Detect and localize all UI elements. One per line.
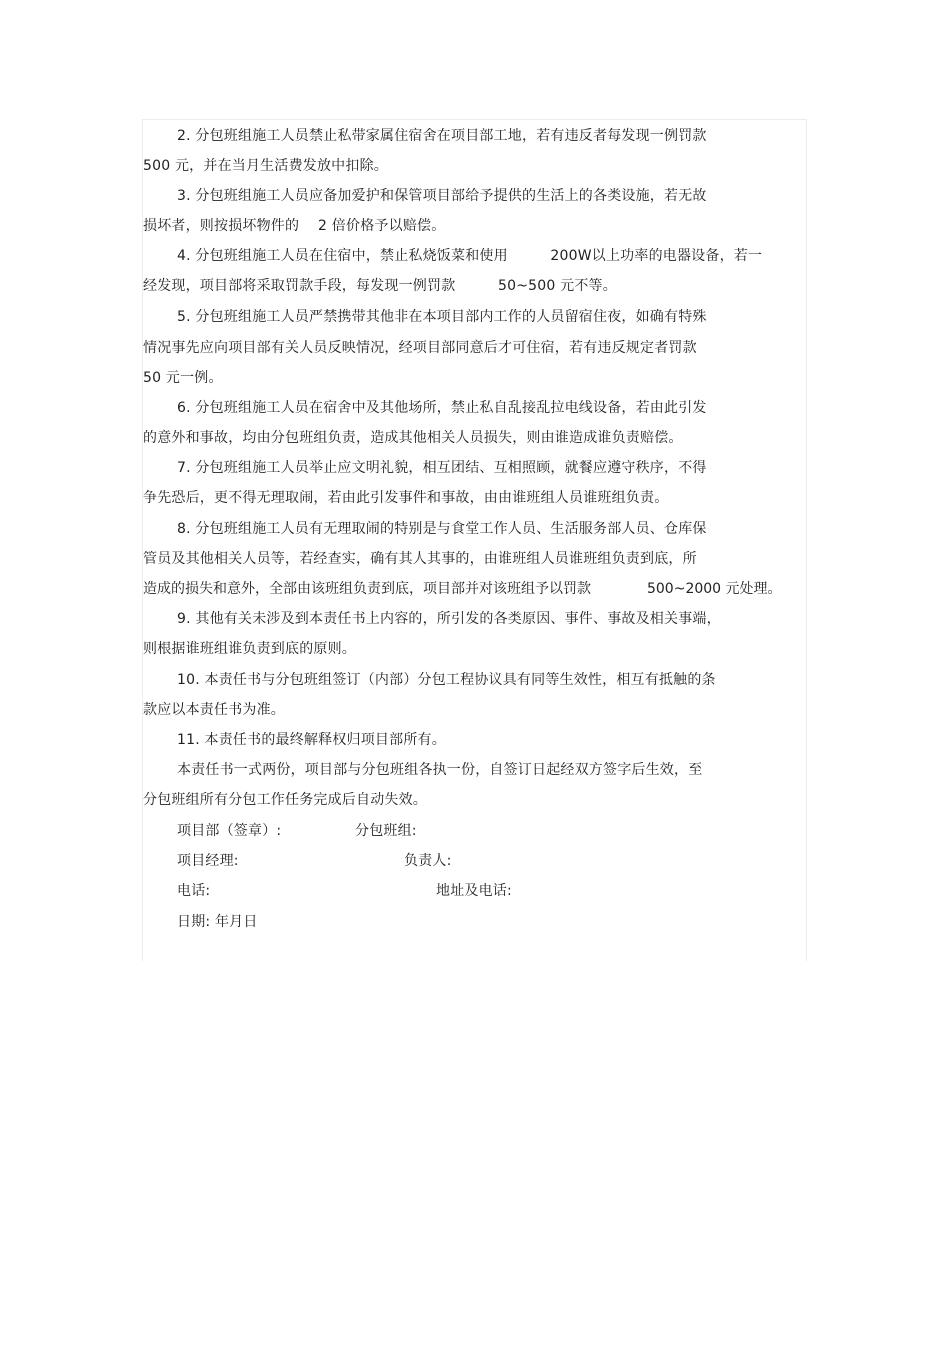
date-label: 日期: 年月日 bbox=[177, 914, 258, 930]
clause-2-line-1: 2. 分包班组施工人员禁止私带家属住宿舍在项目部工地，若有违反者每发现一例罚款 bbox=[177, 128, 707, 144]
clause-9-line-2: 则根据谁班组谁负责到底的原则。 bbox=[143, 641, 356, 657]
clause-2-line-2: 500 元，并在当月生活费发放中扣除。 bbox=[143, 158, 388, 174]
clause-4-line-2: 经发现，项目部将采取罚款手段，每发现一例罚款 50~500 元不等。 bbox=[143, 278, 617, 294]
clause-8-line-2: 管员及其他相关人员等，若经查实，确有其人其事的，由谁班组人员谁班组负责到底，所 bbox=[143, 551, 697, 567]
clause-11-line-1: 11. 本责任书的最终解释权归项目部所有。 bbox=[177, 732, 446, 748]
clause-10-line-2: 款应以本责任书为准。 bbox=[143, 702, 285, 718]
clause-4-line-1: 4. 分包班组施工人员在住宿中，禁止私烧饭菜和使用 200W以上功率的电器设备，若一 bbox=[177, 248, 763, 264]
phone-label: 电话: bbox=[177, 883, 211, 899]
clause-7-line-2: 争先恐后，更不得无理取闹，若由此引发事件和事故，由由谁班组人员谁班组负责。 bbox=[143, 490, 669, 506]
person-in-charge-label: 负责人: bbox=[404, 853, 452, 869]
subcontract-team-label: 分包班组: bbox=[355, 823, 417, 839]
validity-line-1: 本责任书一式两份，项目部与分包班组各执一份，自签订日起经双方签字后生效，至 bbox=[177, 762, 703, 778]
clause-10-line-1: 10. 本责任书与分包班组签订（内部）分包工程协议具有同等生效性，相互有抵触的条 bbox=[177, 672, 716, 688]
clause-5-line-1: 5. 分包班组施工人员严禁携带其他非在本项目部内工作的人员留宿住夜，如确有特殊 bbox=[177, 309, 707, 325]
clause-3-line-2: 损坏者，则按损坏物件的 2 倍价格予以赔偿。 bbox=[143, 218, 446, 234]
clause-7-line-1: 7. 分包班组施工人员举止应文明礼貌，相互团结、互相照顾，就餐应遵守秩序，不得 bbox=[177, 460, 707, 476]
address-phone-label: 地址及电话: bbox=[436, 883, 512, 899]
clause-8-line-1: 8. 分包班组施工人员有无理取闹的特别是与食堂工作人员、生活服务部人员、仓库保 bbox=[177, 521, 707, 537]
clause-6-line-1: 6. 分包班组施工人员在宿舍中及其他场所，禁止私自乱接乱拉电线设备，若由此引发 bbox=[177, 400, 707, 416]
clause-6-line-2: 的意外和事故，均由分包班组负责，造成其他相关人员损失，则由谁造成谁负责赔偿。 bbox=[143, 430, 683, 446]
clause-3-line-1: 3. 分包班组施工人员应备加爱护和保管项目部给予提供的生活上的各类设施，若无故 bbox=[177, 188, 707, 204]
clause-5-line-3: 50 元一例。 bbox=[143, 370, 223, 386]
validity-line-2: 分包班组所有分包工作任务完成后自动失效。 bbox=[143, 792, 427, 808]
project-manager-label: 项目经理: bbox=[177, 853, 239, 869]
project-dept-seal-label: 项目部（签章）: bbox=[177, 823, 282, 839]
clause-5-line-2: 情况事先应向项目部有关人员反映情况，经项目部同意后才可住宿，若有违反规定者罚款 bbox=[143, 340, 697, 356]
clause-9-line-1: 9. 其他有关未涉及到本责任书上内容的，所引发的各类原因、事件、事故及相关事端， bbox=[177, 611, 721, 627]
clause-8-line-3: 造成的损失和意外，全部由该班组负责到底，项目部并对该班组予以罚款 500~2000 元处理。 bbox=[143, 581, 782, 597]
